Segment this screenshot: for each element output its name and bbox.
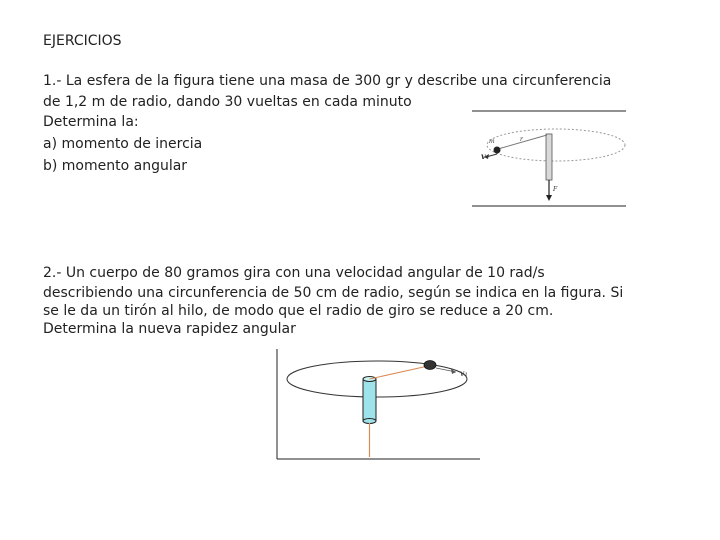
exercise-2-line-4: Determina la nueva rapidez angular: [43, 321, 296, 337]
exercise-1-figure: [472, 108, 628, 208]
exercise-1-line-2: de 1,2 m de radio, dando 30 vueltas en cada minuto: [43, 94, 412, 110]
exercise-2-line-2: describiendo una circunferencia de 50 cm de radio, según se indica en la figura. Si: [43, 285, 624, 301]
page-heading: EJERCICIOS: [43, 33, 122, 49]
force-label: F: [553, 186, 558, 193]
radius-label: r: [520, 136, 523, 143]
velocity-v1-label: v₁: [460, 369, 468, 378]
mass-label: m: [489, 138, 495, 145]
exercise-1-item-b: b) momento angular: [43, 158, 188, 174]
exercise-2-line-1: 2.- Un cuerpo de 80 gramos gira con una velocidad angular de 10 rad/s: [43, 265, 545, 281]
velocity-label: v: [481, 151, 486, 161]
exercise-2-line-3: se le da un tirón al hilo, de modo que el radio de giro se reduce a 20 cm.: [43, 303, 554, 319]
exercise-1-item-a: a) momento de inercia: [43, 136, 203, 152]
exercise-2-figure: [270, 345, 485, 465]
exercise-1-line-3: Determina la:: [43, 114, 139, 130]
exercise-1-line-1: 1.- La esfera de la figura tiene una masa de 300 gr y describe una circunferencia: [43, 73, 612, 89]
